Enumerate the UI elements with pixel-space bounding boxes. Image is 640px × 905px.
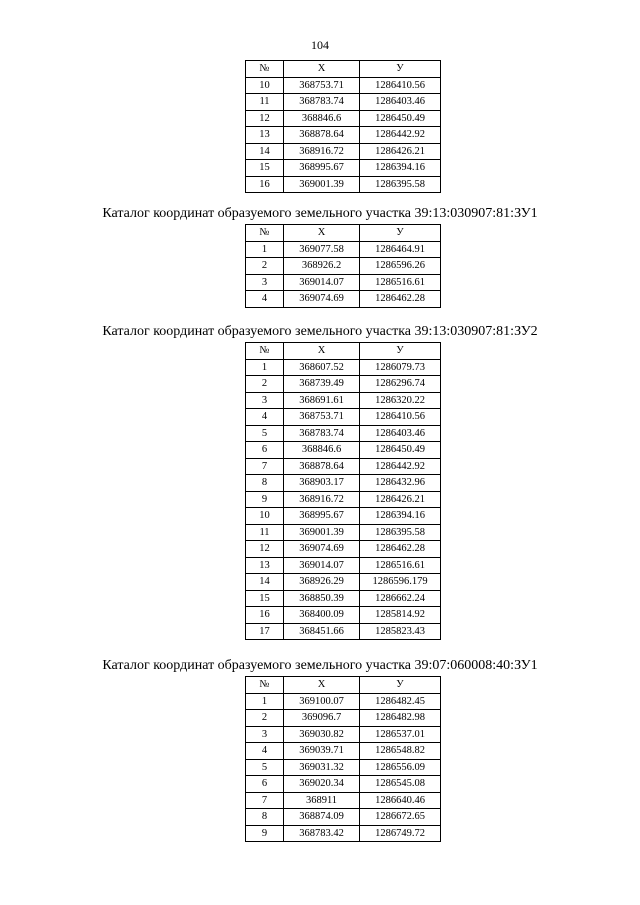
table-row	[246, 524, 441, 541]
point-number-cell: 5	[246, 759, 284, 776]
catalog-heading: Каталог координат образуемого земельного участка 39:13:030907:81:ЗУ1	[102, 206, 538, 221]
table-row	[246, 475, 441, 492]
point-number-cell: 7	[246, 792, 284, 809]
table-row	[246, 110, 441, 127]
x-coordinate-cell: 368916.72	[284, 491, 360, 508]
column-header: У	[360, 225, 441, 242]
table-row	[246, 143, 441, 160]
table-row	[246, 710, 441, 727]
y-coordinate-cell: 1286596.179	[360, 574, 441, 591]
x-coordinate-cell: 369020.34	[284, 776, 360, 793]
table-row	[246, 574, 441, 591]
table-row	[246, 590, 441, 607]
x-coordinate-cell: 368753.71	[284, 77, 360, 94]
table-row	[246, 491, 441, 508]
x-coordinate-cell: 368874.09	[284, 809, 360, 826]
point-number-cell: 6	[246, 776, 284, 793]
x-coordinate-cell: 368846.6	[284, 442, 360, 459]
table-row	[246, 825, 441, 842]
point-number-cell: 14	[246, 143, 284, 160]
x-coordinate-cell: 368400.09	[284, 607, 360, 624]
column-header: №	[246, 343, 284, 360]
point-number-cell: 5	[246, 425, 284, 442]
x-coordinate-cell: 369096.7	[284, 710, 360, 727]
page-number: 104	[311, 38, 329, 52]
y-coordinate-cell: 1286426.21	[360, 143, 441, 160]
x-coordinate-cell: 368783.74	[284, 425, 360, 442]
table-row	[246, 376, 441, 393]
x-coordinate-cell: 368995.67	[284, 160, 360, 177]
y-coordinate-cell: 1286403.46	[360, 94, 441, 111]
point-number-cell: 10	[246, 77, 284, 94]
x-coordinate-cell: 368850.39	[284, 590, 360, 607]
point-number-cell: 3	[246, 392, 284, 409]
x-coordinate-cell: 368926.29	[284, 574, 360, 591]
point-number-cell: 3	[246, 274, 284, 291]
table-row	[246, 176, 441, 193]
point-number-cell: 4	[246, 743, 284, 760]
column-header: X	[284, 225, 360, 242]
table-row	[246, 726, 441, 743]
point-number-cell: 8	[246, 809, 284, 826]
y-coordinate-cell: 1286516.61	[360, 557, 441, 574]
point-number-cell: 4	[246, 291, 284, 308]
point-number-cell: 9	[246, 825, 284, 842]
point-number-cell: 1	[246, 693, 284, 710]
point-number-cell: 13	[246, 557, 284, 574]
table-row	[246, 160, 441, 177]
y-coordinate-cell: 1286462.28	[360, 291, 441, 308]
x-coordinate-cell: 369100.07	[284, 693, 360, 710]
point-number-cell: 6	[246, 442, 284, 459]
point-number-cell: 1	[246, 359, 284, 376]
table-row	[246, 759, 441, 776]
table-row	[246, 623, 441, 640]
table-row	[246, 274, 441, 291]
catalog-heading: Каталог координат образуемого земельного участка 39:07:060008:40:ЗУ1	[102, 658, 538, 673]
point-number-cell: 10	[246, 508, 284, 525]
coordinates-table-060008-zu1	[245, 676, 441, 842]
table-row	[246, 792, 441, 809]
x-coordinate-cell: 369031.32	[284, 759, 360, 776]
point-number-cell: 17	[246, 623, 284, 640]
coordinates-table-zu1	[245, 224, 441, 308]
point-number-cell: 7	[246, 458, 284, 475]
table-row	[246, 94, 441, 111]
x-coordinate-cell: 369077.58	[284, 241, 360, 258]
point-number-cell: 12	[246, 541, 284, 558]
table-row	[246, 809, 441, 826]
point-number-cell: 2	[246, 710, 284, 727]
point-number-cell: 1	[246, 241, 284, 258]
y-coordinate-cell: 1286450.49	[360, 110, 441, 127]
y-coordinate-cell: 1286395.58	[360, 524, 441, 541]
column-header: №	[246, 225, 284, 242]
column-header: №	[246, 61, 284, 78]
point-number-cell: 15	[246, 160, 284, 177]
table-row	[246, 607, 441, 624]
y-coordinate-cell: 1286537.01	[360, 726, 441, 743]
y-coordinate-cell: 1286640.46	[360, 792, 441, 809]
x-coordinate-cell: 368926.2	[284, 258, 360, 275]
y-coordinate-cell: 1286516.61	[360, 274, 441, 291]
catalog-heading: Каталог координат образуемого земельного участка 39:13:030907:81:ЗУ2	[102, 324, 538, 339]
x-coordinate-cell: 368739.49	[284, 376, 360, 393]
point-number-cell: 8	[246, 475, 284, 492]
column-header: X	[284, 343, 360, 360]
x-coordinate-cell: 368903.17	[284, 475, 360, 492]
y-coordinate-cell: 1285814.92	[360, 607, 441, 624]
point-number-cell: 9	[246, 491, 284, 508]
y-coordinate-cell: 1286426.21	[360, 491, 441, 508]
table-row	[246, 557, 441, 574]
y-coordinate-cell: 1286548.82	[360, 743, 441, 760]
x-coordinate-cell: 369039.71	[284, 743, 360, 760]
column-header: У	[360, 61, 441, 78]
point-number-cell: 16	[246, 607, 284, 624]
y-coordinate-cell: 1286556.09	[360, 759, 441, 776]
x-coordinate-cell: 369074.69	[284, 541, 360, 558]
x-coordinate-cell: 369074.69	[284, 291, 360, 308]
y-coordinate-cell: 1286320.22	[360, 392, 441, 409]
column-header: X	[284, 61, 360, 78]
y-coordinate-cell: 1286395.58	[360, 176, 441, 193]
y-coordinate-cell: 1286442.92	[360, 127, 441, 144]
column-header: X	[284, 677, 360, 694]
point-number-cell: 13	[246, 127, 284, 144]
table-row	[246, 508, 441, 525]
y-coordinate-cell: 1286403.46	[360, 425, 441, 442]
x-coordinate-cell: 369014.07	[284, 274, 360, 291]
table-row	[246, 693, 441, 710]
table-row	[246, 409, 441, 426]
y-coordinate-cell: 1286442.92	[360, 458, 441, 475]
x-coordinate-cell: 369014.07	[284, 557, 360, 574]
y-coordinate-cell: 1286462.28	[360, 541, 441, 558]
table-row	[246, 77, 441, 94]
y-coordinate-cell: 1286482.98	[360, 710, 441, 727]
point-number-cell: 16	[246, 176, 284, 193]
x-coordinate-cell: 368878.64	[284, 127, 360, 144]
x-coordinate-cell: 368691.61	[284, 392, 360, 409]
y-coordinate-cell: 1286450.49	[360, 442, 441, 459]
x-coordinate-cell: 368783.42	[284, 825, 360, 842]
coordinates-table-continuation	[245, 60, 441, 193]
table-row	[246, 392, 441, 409]
y-coordinate-cell: 1286394.16	[360, 508, 441, 525]
table-row	[246, 425, 441, 442]
x-coordinate-cell: 369001.39	[284, 524, 360, 541]
table-header-row	[246, 343, 441, 360]
point-number-cell: 11	[246, 524, 284, 541]
table-row	[246, 241, 441, 258]
y-coordinate-cell: 1286749.72	[360, 825, 441, 842]
table-row	[246, 743, 441, 760]
table-row	[246, 442, 441, 459]
column-header: №	[246, 677, 284, 694]
table-header-row	[246, 225, 441, 242]
x-coordinate-cell: 368783.74	[284, 94, 360, 111]
y-coordinate-cell: 1286672.65	[360, 809, 441, 826]
x-coordinate-cell: 368995.67	[284, 508, 360, 525]
column-header: У	[360, 343, 441, 360]
y-coordinate-cell: 1286079.73	[360, 359, 441, 376]
x-coordinate-cell: 368607.52	[284, 359, 360, 376]
y-coordinate-cell: 1286464.91	[360, 241, 441, 258]
x-coordinate-cell: 368911	[284, 792, 360, 809]
y-coordinate-cell: 1286662.24	[360, 590, 441, 607]
y-coordinate-cell: 1286394.16	[360, 160, 441, 177]
y-coordinate-cell: 1286432.96	[360, 475, 441, 492]
x-coordinate-cell: 368878.64	[284, 458, 360, 475]
x-coordinate-cell: 368451.66	[284, 623, 360, 640]
point-number-cell: 14	[246, 574, 284, 591]
point-number-cell: 4	[246, 409, 284, 426]
point-number-cell: 11	[246, 94, 284, 111]
table-header-row	[246, 677, 441, 694]
y-coordinate-cell: 1286482.45	[360, 693, 441, 710]
point-number-cell: 15	[246, 590, 284, 607]
table-row	[246, 359, 441, 376]
point-number-cell: 2	[246, 258, 284, 275]
y-coordinate-cell: 1286410.56	[360, 77, 441, 94]
x-coordinate-cell: 369030.82	[284, 726, 360, 743]
y-coordinate-cell: 1285823.43	[360, 623, 441, 640]
point-number-cell: 12	[246, 110, 284, 127]
table-row	[246, 541, 441, 558]
x-coordinate-cell: 368916.72	[284, 143, 360, 160]
point-number-cell: 2	[246, 376, 284, 393]
x-coordinate-cell: 369001.39	[284, 176, 360, 193]
coordinates-table-zu2	[245, 342, 441, 640]
point-number-cell: 3	[246, 726, 284, 743]
y-coordinate-cell: 1286410.56	[360, 409, 441, 426]
table-header-row	[246, 61, 441, 78]
table-row	[246, 291, 441, 308]
y-coordinate-cell: 1286296.74	[360, 376, 441, 393]
x-coordinate-cell: 368753.71	[284, 409, 360, 426]
table-row	[246, 776, 441, 793]
table-row	[246, 258, 441, 275]
x-coordinate-cell: 368846.6	[284, 110, 360, 127]
column-header: У	[360, 677, 441, 694]
table-row	[246, 127, 441, 144]
table-row	[246, 458, 441, 475]
y-coordinate-cell: 1286545.08	[360, 776, 441, 793]
y-coordinate-cell: 1286596.26	[360, 258, 441, 275]
